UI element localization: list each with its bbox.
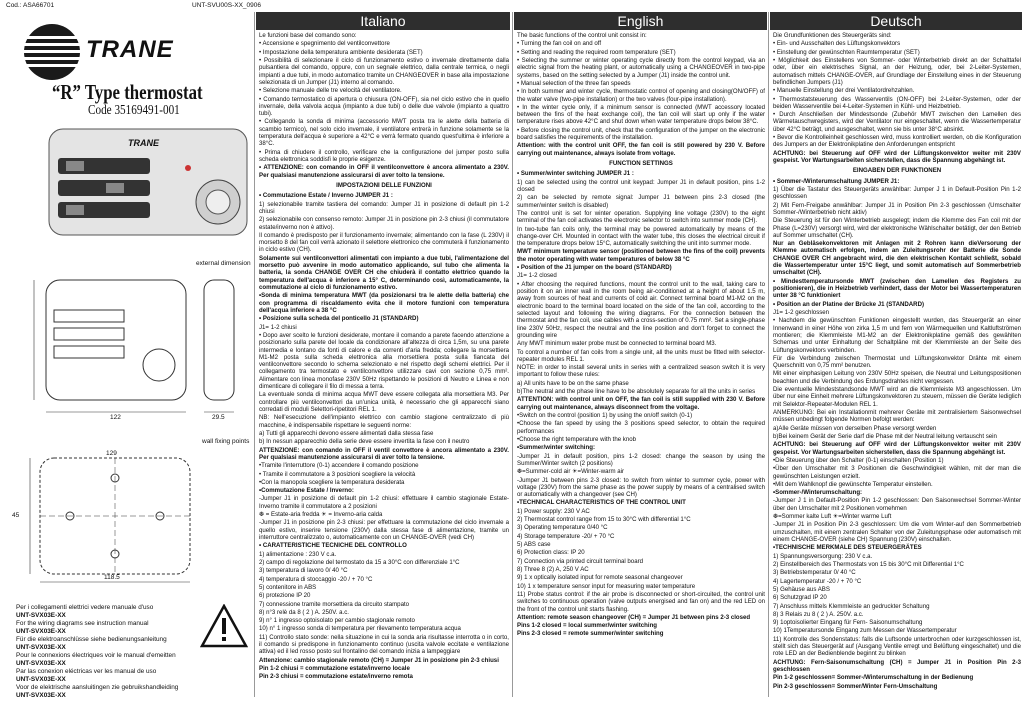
paragraph: Mit einer einphasigen Leitung von 230V 50Hz speisen, die Neutral und Leitungspositionen beachten und die Verbindung des Erdungsdrahtes nicht vergessen. [773, 370, 1021, 385]
paragraph: Any MWT minimum water probe must be connected to terminal board M3. [517, 340, 717, 348]
paragraph: • ATTENZIONE: con comando in OFF il ventilconvettore è ancora alimentato a 230V. Per qualsiasi manutenzione assicurarsi di aver tolto la tensione. [259, 164, 509, 179]
paragraph: • Sommer-/Winterumschaltung JUMPER J1: [773, 177, 900, 185]
paragraph: •Choose the right temperature with the knob [517, 435, 636, 443]
paragraph: -Jumper J1 in posizione pin 2-3 chiusi: per effettuare la commutazione del ciclo invernale a quello estivo, inserire tensione (230V) dalla stessa fase di alimentazione, tramite un interruttore centralizzato o, automaticamente con un CHANGE-OVER (vedi CH) [259, 519, 509, 541]
paragraph: 9) 1optoisolierter Eingang für Fern- Saisonumschaltung [773, 619, 923, 627]
paragraph: •Summer/winter switching: [517, 444, 595, 452]
paragraph: •Commutazione Estate / Inverno: [259, 487, 354, 495]
paragraph: 10) 1Temperatursonde Eingang zum Messen der Wassertemperatur [773, 627, 957, 635]
paragraph: • Posizione sulla scheda del ponticello J1 (STANDARD) [259, 315, 419, 323]
paragraph: • CARATTERISTICHE TECNICHE DEL CONTROLLO [259, 542, 407, 550]
paragraph: b)The neutral and the phase line have to be absolutely separate for all the units in series [517, 388, 756, 396]
column-divider [254, 12, 255, 697]
note-code: UNT-SVX03E-XX [16, 692, 66, 699]
paragraph: • Position of the J1 jumper on the board (STANDARD) [517, 264, 672, 272]
paragraph: a)Alle Geräte müssen von derselben Phase versorgt werden [773, 424, 937, 432]
column-divider [512, 12, 513, 697]
paragraph: The basic functions of the control unit consist in: [517, 32, 647, 39]
paragraph: ACHTUNG: Fern-Saisonumschaltung (CH) = Jumper J1 in Position Pin 2-3 geschlossen [773, 658, 1021, 673]
paragraph: Le funzioni base del comando sono: [259, 32, 357, 39]
dimension-depth: 29.5 [212, 414, 225, 421]
paragraph: •Switch on the control (position 1) by using the on/off switch (0-1) [517, 412, 693, 419]
trane-logo-mark [22, 22, 82, 82]
paragraph: • Setting and reading the required room temperature (SET) [517, 48, 676, 56]
paragraph: ACHTUNG: bei Steuerung auf OFF wird der Lüftungskonvektor weiter mit 230V gespeist. Vor Wartungsarbeiten sicherstellen, dass die Spannung abgehängt ist. [773, 149, 1021, 164]
deutsch-text-column [773, 32, 1021, 698]
paragraph: ❆ = Estate-aria fredda ☀ = Inverno-aria calda [259, 511, 383, 519]
paragraph: J1= 1-2 chiusi [259, 323, 297, 331]
paragraph: J1= 1-2 closed [517, 272, 557, 280]
paragraph: 10) n° 1 ingresso sonda di temperatura per rilevamento temperatura acqua [259, 625, 461, 633]
paragraph: 5) contenitore in ABS [259, 583, 317, 591]
paragraph: 2) Thermostat control range from 15 to 30°C with differential 1°C [517, 516, 691, 524]
paragraph: 7) connessione tramite morsettiera da circuito stampato [259, 600, 410, 608]
paragraph: Pins 1-2 closed = local summer/winter switching [517, 622, 658, 630]
external-dimension-label: external dimension [196, 260, 251, 267]
paragraph: • Selecting the summer or winter operating cycle directly from the control keypad, via an electric signal from the heating plant, or automatically using a CHANGEOVER in two-pipe systems, based on the setting selected by a Jumper (J1) inside the control unit. [517, 56, 765, 79]
note-line: For the wiring diagrams see instruction manual [16, 620, 149, 627]
paragraph: 7) Anschluss mittels Klemmleiste an gedruckter Schaltung [773, 602, 930, 610]
trane-logo-text: TRANE [86, 36, 174, 63]
paragraph: 5) Gehäuse aus ABS [773, 585, 830, 593]
paragraph: Die eventuelle Mindeststandsonde MWT wird an die Klemmleiste M3 angeschlossen. Um über nur eine Einheit mehrere Lüftungskonvektoren zu steuern, müssen die Geräte lediglich mit Selektor-Repeater-Modulen REL 1. [773, 386, 1021, 408]
thermostat-illustration [48, 128, 248, 236]
paragraph: 4) Storage temperature -20/ + 70 °C [517, 532, 615, 540]
paragraph: ❆=Sommer kalte Luft ☀=Winter warme Luft [773, 513, 892, 521]
section-title-deutsch: Deutsch [770, 12, 1022, 30]
paragraph: • Ein- und Ausschalten des Lüftungskonvektors [773, 40, 901, 48]
paragraph: 3) Operating temperature 0/40 °C [517, 524, 608, 532]
paragraph: -Jumper J1 in posizione di default pin 1-2 chiusi: effettuare il cambio stagionale Estate-Inverno tramite il commutatore a 2 posizioni [259, 495, 509, 510]
paragraph: ❆=Summer-cold air ☀=Winter-warm air [517, 468, 625, 476]
paragraph: 1) Über die Tastatur des Steuergeräts anwählbar: Jumper J 1 in Default-Position Pin 1-2 geschlossen [773, 185, 1021, 201]
paragraph: •Die Steuerung über den Schalter (0-1) einschalten (Position 1) [773, 456, 944, 464]
note-code: UNT-SVX03E-XX [16, 660, 66, 667]
italiano-text-column [259, 32, 509, 698]
note-code: UNT-SVX03E-XX [16, 644, 66, 651]
paragraph: NOTE: in order to install several units in series with a centralized season switch it is very important to follow these rules: [517, 364, 765, 379]
note-line: Per i collegamenti elettrici vedere manuale d'uso [16, 604, 154, 611]
paragraph: • Mindesttemperatursonde MWT (zwischen den Lamellen des Registers zu positionieren), die in Heizbetrieb verhindert, dass der Motor bei Wassertemperaturen unter 38 °C funktioniert [773, 277, 1021, 300]
paragraph: 11) Kontrolle des Sondenstatus: falls die Luftsonde unterbrochen oder kurzgeschlossen ist, stellt sich das Steuergerät auf (Ausgang Ventile erregt und Belüftung eingeschaltet) und die rote LED an der Bedienblende beginnt zu blinken [773, 635, 1021, 658]
paragraph: 8) n°3 relè da 8 ( 2 ) A. 250V. a.c. [259, 608, 349, 616]
dimension-height: 129 [106, 450, 117, 457]
paragraph: Il comando è predisposto per il funzionamento invernale; alimentando con la fase (L 230V) il morsetto 8 del fan coil verrà azionato il selettore elettronico che commuterà il funzionamento in ciclo estivo (CH). [259, 231, 509, 254]
paragraph: Die Steuerung ist für den Winterbetrieb ausgelegt; indem die Klemme des Fan coil mit der Phase (L=230V) versorgt wird, wird der elektronische Wählschalter betätigt, der den Betrieb auf Sommer umschaltet (CH). [773, 217, 1021, 239]
section-heading: EINGABEN DER FUNKTIONEN [852, 167, 942, 175]
paragraph: •TECHNICAL CHARACTERISTICS OF THE CONTROL UNIT [517, 499, 686, 507]
dimension-fixing-span: 118.5 [104, 574, 120, 581]
paragraph: • Before closing the control unit, check that the configuration of the jumper on the electronic board satisfies the requirements of the installation. [517, 126, 765, 142]
dimension-drawing-front [4, 270, 252, 430]
paragraph: • Manual selection of the three fan speeds [517, 79, 631, 87]
paragraph: 7) Connection via printed circuit terminal board [517, 557, 643, 565]
paragraph: • Position an der Platine der Brücke J1 (STANDARD) [773, 300, 925, 308]
note-line: Für die elektroanschlüsse siehe bedienungsanleitung [16, 636, 167, 643]
wall-fixing-label: wall fixing points [202, 438, 250, 445]
paragraph: •Sonda di minima temperatura MWT (da posizionarsi tra le alette della batteria) che con programma di riscaldamento evita che il motore funzioni con temperatura dell'acqua inferiore a 38 °C [259, 292, 509, 314]
section-title-italiano: Italiano [256, 12, 510, 30]
paragraph: • Possibilità di selezionare il ciclo di funzionamento estivo o invernale direttamente dalla pulsantiera del comando, oppure, con un segnale elettrico, dalla centrale termica, o negli impianti a due tubi, in modo automatico tramite un CHANGEOVER in base alla impostazione selezionata di un Jumper (J1) interno al comando. [259, 56, 509, 86]
paragraph: Pin 2-3 geschlossen= Sommer/Winter Fern-Umschaltung [773, 682, 938, 690]
paragraph: -Jumper J1 in Position Pin 2-3 geschlossen: Um die vom Winter-auf den Sommerbetrieb umzuschalten, mit einem zentralen Schalter von der Zuleitungsphase oder automatisch mit einem CHANGE-OVER (siehe CH) Spannung (230V) einschalten. [773, 521, 1021, 543]
section-title-english: English [514, 12, 767, 30]
paragraph: • Summer/winter switching JUMPER J1 : [517, 170, 634, 178]
paragraph: •TECHNISCHE MERKMALE DES STEUERGERÄTES [773, 544, 922, 552]
paragraph: ACHTUNG: bei Steuerung auf OFF wird der Lüftungskonvektor weiter mit 230V gespeist. Vor Wartungsarbeiten sicherstellen, dass die Spannung abgehängt ist. [773, 441, 1021, 456]
paragraph: 2) can be selected by remote signal: Jumper J1 between pins 2-3 closed (the summer/winter switch is disabled) [517, 194, 765, 209]
paragraph: • Comando termostatico di apertura o chiusura (ON-OFF), sia nel ciclo estivo che in quello invernale, della valvola acqua (impianto a due tubi) o delle due valvole (impianto a quattro tubi). [259, 95, 509, 118]
warning-icon [200, 604, 248, 648]
paragraph: -Jumper J1 in default position, pins 1-2 closed: change the season by using the Summer/Winter switch (2 positions) [517, 452, 765, 467]
paragraph: • Thermostatsteuerung des Wasserventils (ON-OFF) bei 2-Leiter-Systemen, oder der beiden Wasserventile bei 4-Leiter-Systemen in Kühl- und Heizbetrieb. [773, 95, 1021, 110]
paragraph: b)Bei keinem Gerät der Serie darf die Phase mit der Neutral leitung vertauscht sein [773, 432, 997, 440]
paragraph: • Accensione e spegnimento del ventilconvettore [259, 40, 390, 48]
paragraph: a) All units have to be on the same phase [517, 379, 629, 387]
paragraph: 1) Power supply: 230 V AC [517, 507, 590, 515]
paragraph: 6) Protection class: IP 20 [517, 549, 585, 557]
paragraph: Pin 1-2 geschlossen= Sommer-/Winterumschaltung in der Bedienung [773, 674, 974, 682]
paragraph: a) Tutti gli apparecchi devono essere alimentati dalla stessa fase [259, 429, 434, 437]
paragraph: MWT minimum temperature sensor (positioned between the fins of the coil) prevents the motor operating with water temperatures of below 38 °C [517, 248, 765, 263]
paragraph: •Choose the fan speed by using the 3 positions speed selector, to obtain the required performances [517, 420, 765, 435]
section-heading: IMPOSTAZIONI DELLE FUNZIONI [336, 181, 432, 189]
paragraph: 5) ABS case [517, 541, 551, 548]
paragraph: J1= 1-2 geschlossen [773, 308, 830, 316]
paragraph: 2) selezionabile con consenso remoto: Jumper J1 in posizione pin 2-3 chiusi (il commutatore estate/inverno non è attivo). [259, 216, 509, 231]
paragraph: Solamente sui ventilconvettori alimentati con impianto a due tubi, l'alimentazione del morsetto può avvenire in modo automatico applicando, sul tubo che alimenta la batteria, la sonda CHANGE OVER CH che chiuderà il contatto elettrico quando la temperatura dell'acqua è inferiore a 15° C, determinando così, automaticamente, la commutazione al ciclo di funzionamento estivo. [259, 254, 509, 291]
paragraph: •Tramite l'interruttore (0-1) accendere il comando posizione [259, 462, 419, 470]
paragraph: • Bevor die Kontrolleinheit geschlossen wird, muss kontrolliert werden, ob die Konfiguration des Jumpers an der Elektronikplatine den Anforderungen entspricht [773, 134, 1021, 149]
paragraph: 1) alimentazione : 230 V c.a. [259, 550, 337, 558]
product-title: “R” Type thermostat [52, 80, 203, 104]
paragraph: 2) campo di regolazione del termostato da 15 a 30°C con differenziale 1°C [259, 558, 460, 566]
paragraph: 9) 1 x optically isolated input for remote seasonal changeover [517, 574, 683, 582]
paragraph: 8) 3 Relais zu 8 ( 2 ) A. 250V. a.c. [773, 610, 864, 618]
dimension-drawing-back [10, 448, 250, 588]
paragraph: • Selezione manuale delle tre velocità del ventilatore. [259, 87, 402, 95]
paragraph: 3) Betriebstemperatur 0/ 40 °C [773, 569, 856, 577]
paragraph: • Durch Anschließen der Mindestsonde (Zubehör MWT zwischen den Lamellen des Wärmetauschwregisters, wird der Ventilator nur eingeschaltet, wenn die Wassertemperatur über 42°C beträgt, und ausgeschaltet, wenn sie bis unter 38°C absinkt. [773, 111, 1021, 133]
paragraph: Attention: remote season changeover (CH) = Jumper J1 between pins 2-3 closed [517, 613, 751, 621]
document-code: Cod.: ASA66701 [6, 2, 55, 9]
paragraph: 1) selezionabile tramite tastiera del comando: Jumper J1 in posizione di default pin 1-2 chiusi [259, 200, 509, 215]
note-code: UNT-SVX03E-XX [16, 676, 66, 683]
paragraph: •Sommer-/Winterumschaltung: [773, 489, 863, 497]
paragraph: • Möglichkeit des Einstellens von Sommer- oder Winterbetrieb direkt an der Schalttafel oder, über ein elektrisches Signal, an der Heizung, oder, bei 2-Leiter-Systemen, automatisch mittels CHANGE-OVER, auf Grundlage der Einstellung eines in der Steuerung befindlichen Jumpers (J1) [773, 56, 1021, 86]
paragraph: • After choosing the required functions, mount the control unit to the wall, taking care to position it on an inner wall in the room being air-conditioned at a height of about 1.5 m, away from sources of heat and currents of cold air. Connect terminal board M1-M2 on the electronic board to the terminal board located on the side of the fan coil, according to the selected layout and following the wiring diagrams. For the connection between the thermostat and the fan coil, use cables with a cross-section of 0.75 mm². Set a single-phase line 230V 50Hz, respect the neutral and the line position and don't forget to connect the grounding wire [517, 280, 765, 339]
paragraph: 4) temperatura di stoccaggio -20 / + 70 °C [259, 575, 373, 583]
paragraph: 6) Schutzgrad IP 20 [773, 594, 827, 602]
wiring-reference-notes [16, 604, 196, 700]
paragraph: • Nachdem die gewünschten Funktionen eingestellt wurden, das Steuergerät an einer Innenwand in einer Höhe von zirka 1,5 m und fern von Wärmequellen und Kaltluftströmen montieren; die Klemmleiste M1-M2 an der Elektronikplatine gemäß des gewählten Schemas und unter Einhaltung der Schaltpläne mit der Klemmleiste an der Seite des Lüftungskonvektors verbinden. [773, 317, 1021, 354]
paragraph: • In both summer and winter cycle, thermostatic control of opening and closing(ON/OFF) of the water valve (two-pipe installation) or the two valves (four-pipe installation). [517, 88, 765, 103]
revision-code: UNT-SVU00S-XX_0906 [192, 2, 262, 9]
paragraph: 2) Mit Fern-Freigabe anwählbar: Jumper J1 in Position Pin 2-3 geschlossen (Umschalter Sommer-/Winterbetrieb nicht aktiv) [773, 201, 1021, 216]
paragraph: -Jumper J 1 in Default-Position Pin 1-2 geschlossen: Den Saisonwechsel Sommer-Winter über den Umschalter mit 2 Positionen vornehmen [773, 497, 1021, 512]
paragraph: •Con la manopola scegliere la temperatura desiderata [259, 478, 405, 486]
paragraph: • Manuelle Einstellung der drei Ventilatordrehzahlen. [773, 87, 915, 95]
paragraph: •Mit dem Wahlknopf die gewünschte Temperatur einstellen. [773, 480, 933, 488]
paragraph: Attenzione: cambio stagionale remoto (CH) = Jumper J1 in posizione pin 2-3 chiusi [259, 656, 499, 664]
english-text-column [517, 32, 765, 698]
paragraph: 4) Lagertemperatur -20 / + 70 °C [773, 577, 862, 585]
paragraph: Attention: with the control unit OFF, the fan coil is still powered by 230 V. Before carrying out maintenance, always isolate from voltage. [517, 142, 765, 157]
paragraph: ATTENZIONE: con comando in OFF il ventil convettore è ancora alimentato a 230V. Per qualsiasi manutenzione assicurarsi di aver tolto la tensione. [259, 446, 509, 461]
device-brand: TRANE [128, 138, 159, 148]
paragraph: Pin 1-2 chiusi = commutazione estate/inverno locale [259, 665, 410, 672]
paragraph: Die Grundfunktionen des Steuergeräts sind: [773, 32, 892, 39]
product-code: Code 35169491-001 [88, 103, 180, 118]
paragraph: In two-tube fan coils only, the terminal may be powered automatically by means of the change-over CH. Mounted in contact with the water tube, this closes the electrical circuit if the temperature drops below 15°C, automatically switching the unit into summer mode. [517, 225, 765, 248]
paragraph: La eventuale sonda di minima acqua MWT deve essere collegata alla morsettiera M3. Per controllare più ventilconvettori da un'unica unità, è necessario che gli apparecchi siano corredati di moduli Selettori-ripetitori REL 1. [259, 391, 509, 413]
paragraph: • Turning the fan coil on and off [517, 40, 602, 48]
dimension-fixing-height: 45 [12, 512, 20, 519]
paragraph: • In the winter cycle only, if a minimum sensor is connected (MWT accessory located between the fins of the heat exchange coil), the fan coil will start up only if the water temperature rises above 42°C and shut down when water temperature drops below 38°C. [517, 103, 765, 126]
paragraph: Für die Verbindung zwischen Thermostat und Lüftungskonvektor Drähte mit einem Querschnitt von 0,75 mm² benutzen. [773, 354, 1021, 370]
paragraph: 9) n° 1 ingresso optoisolato per cambio stagionale remoto [259, 617, 415, 625]
section-heading: FUNCTION SETTINGS [609, 160, 673, 167]
paragraph: Nur an Gebläsekonvektoren mit Anlagen mit 2 Rohren kann dieVersorung der Klemme automatisch erfolgen, indem an Zuleitungsrohr der Batterie die Sonde CHANGE OVER CH angebracht wird, die den elektrischen Kontakt schließt, sobald die Wassertemperatur unter 15°C liegt, und somit automatisch auf Sommerbetrieb umschaltet (CH). [773, 240, 1021, 277]
paragraph: Pin 2-3 chiusi = commutazione estate/inverno remota [259, 673, 413, 681]
paragraph: • Tramite il commutatore a 3 posizioni scegliere la velocità [259, 470, 416, 478]
paragraph: • Collegando la sonda di minima (accessorio MWT posta tra le alette della batteria di scambio termico), nel solo ciclo invernale, il ventilatore entrerà in funzione solamente se la temperatura dell'acqua è superiore a 42°C e verrà fermato quando quest'ultima è inferiore a 38°C. [259, 118, 509, 148]
paragraph: ATTENTION: with control unit on OFF, the fan coil is still supplied with 230 V. Before carrying out maintenance, always disconnect from the voltage. [517, 396, 765, 411]
paragraph: 3) temperatura di lavoro 0/ 40 °C [259, 567, 348, 575]
paragraph: • Einstellung der gewünschten Raumtemperatur (SET) [773, 48, 920, 56]
note-line: Par las conexion eléctricas ver les manual de uso [16, 668, 157, 675]
note-code: UNT-SVX03E-XX [16, 628, 66, 635]
paragraph: b) In nessun apparecchio della serie deve essere invertita la fase con il neutro [259, 438, 470, 446]
paragraph: •Über den Umschalter mit 3 Positionen die Geschwindigkeit wählen, mit der man die gewünschten Leistungen erzielt. [773, 465, 1021, 480]
paragraph: NB: Nell'esecuzione dell'impianto elettrico con cambio stagione centralizzato di più macchine, è indispensabile rispettare le seguenti norme: [259, 414, 509, 429]
paragraph: ANMERKUNG: Bei ein Installationmit mehrerer Geräte mit zentralisiertem Saisonwechsel müssen unbedingt folgende Normen befolgt werden: [773, 409, 1021, 424]
note-line: Pour le connexions électriques voir le manual d'emeitten [16, 652, 176, 659]
paragraph: 1) can be selected using the control unit keypad: Jumper J1 in default position, pins 1-2 closed [517, 178, 765, 193]
paragraph: 8) Three 8 (2) A, 250 V AC [517, 565, 589, 573]
note-code: UNT-SVX03E-XX [16, 612, 66, 619]
paragraph: 2) Einstellbereich des Thermostats von 15 bis 30°C mit Differential 1°C [773, 560, 964, 568]
paragraph: • Prima di chiudere il controllo, verificare che la configurazione del jumper posto sulla scheda elettronica soddisfi le proprie esigenze. [259, 148, 509, 163]
paragraph: • Commutazione Estate / Inverno JUMPER J1 : [259, 192, 393, 200]
column-divider [768, 12, 769, 697]
paragraph: Pins 2-3 closed = remote summer/winter switching [517, 630, 664, 638]
paragraph: The control unit is set for winter operation. Supplying line voltage (230V) to the eight terminal of the fan coil activates the electronic selector to switch into summer mode (CH). [517, 209, 765, 225]
paragraph: 10) 1 x temperature sensor input for measuring water temperature [517, 582, 696, 590]
note-line: Voor de elektrische aansluitingen zie gebruikshandleiding [16, 684, 179, 691]
paragraph: 1) Spannungsversorgung: 230 V c.a. [773, 552, 873, 560]
paragraph: To control a number of fan coils from a single unit, all the units must be fitted with selector-repeater modules REL 1. [517, 348, 765, 363]
paragraph: • Dopo aver scelto le funzioni desiderate, montare il comando a parete facendo attenzione a posizionarlo sulla parete del locale da condizionare all'altezza di circa 1,5m, su una parete intermedia e lontano da fonti di calore e da correnti d'aria fredda; collegare la morsettiera M1-M2 posta sulla scheda elettronica alla morsettiera posta sulla fiancata del ventilconvettore secondo lo schema selezionato e nel rispetto degli schemi elettrici. Per il collegamento tra termostato e ventilconvettore utilizzare cavi con sezione 0,75 mm². Alimentare con linea monofase 230V 50Hz rispettando le posizioni di Neutro e Linea e non dimenticare di collegare il filo di messa a terra. [259, 331, 509, 391]
paragraph: 6) protezione IP 20 [259, 592, 311, 600]
paragraph: • Impostazione della temperatura ambiente desiderata (SET) [259, 48, 423, 56]
paragraph: -Jumper J1 between pins 2-3 closed: to switch from winter to summer cycle, power with voltage (230V) from the same phase as the power supply by means of a centralised switch or automatically with a changeover (see CH) [517, 476, 765, 499]
paragraph: 11) Controllo stato sonde: nella situazione in cui la sonda aria risultasse interrotta o in corto, il comando si predispone in funzionamento continuo (uscita valvole eccitate e ventilazione attiva) ed il led rosso posto sul frontalino del comando inizia a lampeggiare [259, 633, 509, 656]
paragraph: 11) Probe status control: if the air probe is disconnected or short-circuited, the control unit switches to continuous operation (valve outputs energised and fan on) and the red LED on the front of the control unit starts flashing. [517, 590, 765, 613]
dimension-width: 122 [110, 414, 121, 421]
